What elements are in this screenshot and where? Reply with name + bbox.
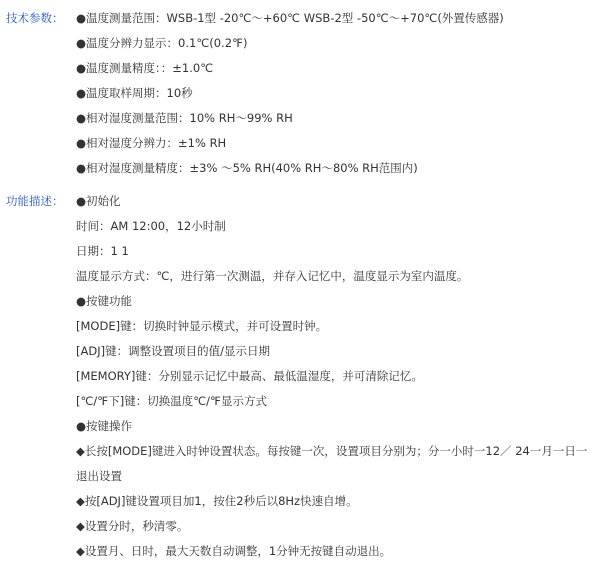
key-unit-description: [℃/℉下]键：切换温度℃/℉显示方式 — [76, 394, 267, 408]
spec-temperature-range: ●温度测量范围：WSB-1型 -20℃～+60℃ WSB-2型 -50℃～+70℃(外置传感器) — [76, 11, 504, 25]
op-long-press-mode: ◆长按[MODE]键进入时钟设置状态。每按键一次，设置项目分别为；分一小时一12／ 24一月一日一退出设置 — [76, 444, 588, 483]
heading-initialization: ●初始化 — [76, 194, 121, 208]
technical-parameters-label: 技术参数： — [6, 11, 64, 25]
function-description-list — [76, 189, 596, 564]
op-adj-increment: ◆按[ADJ]键设置项目加1，按住2秒后以8Hz快速自增。 — [76, 494, 358, 508]
spec-humidity-accuracy: ●相对湿度测量精度：±3% ～5% RH(40% RH～80% RH范围内) — [76, 161, 418, 175]
spec-temperature-accuracy: ●温度测量精度：：±1.0℃ — [76, 61, 214, 75]
spec-humidity-range: ●相对湿度测量范围：10% RH～99% RH — [76, 111, 293, 125]
op-set-month-day: ◆设置月、日时，最大天数自动调整，1分钟无按键自动退出。 — [76, 544, 392, 558]
key-adj-description: [ADJ]键：调整设置项目的值/显示日期 — [76, 344, 270, 358]
heading-key-operation: ●按键操作 — [76, 419, 133, 433]
spec-temperature-resolution: ●温度分辨力显示：0.1℃(0.2℉) — [76, 36, 248, 50]
key-mode-description: [MODE]键：切换时钟显示模式，并可设置时钟。 — [76, 319, 328, 333]
init-date: 日期：1 1 — [76, 244, 129, 258]
init-temperature-display: 温度显示方式：℃，进行第一次测温，并存入记忆中，温度显示为室内温度。 — [76, 269, 469, 283]
spec-humidity-resolution: ●相对湿度分辨力：±1% RH — [76, 136, 227, 150]
function-description-label: 功能描述： — [6, 194, 64, 208]
technical-parameters-list — [76, 6, 596, 181]
key-memory-description: [MEMORY]键：分别显示记忆中最高、最低温湿度，并可清除记忆。 — [76, 369, 423, 383]
init-time: 时间：AM 12:00，12小时制 — [76, 219, 226, 233]
spec-sampling-period: ●温度取样周期：10秒 — [76, 86, 193, 100]
op-set-minute: ◆设置分时，秒清零。 — [76, 519, 189, 533]
heading-key-functions: ●按键功能 — [76, 294, 133, 308]
